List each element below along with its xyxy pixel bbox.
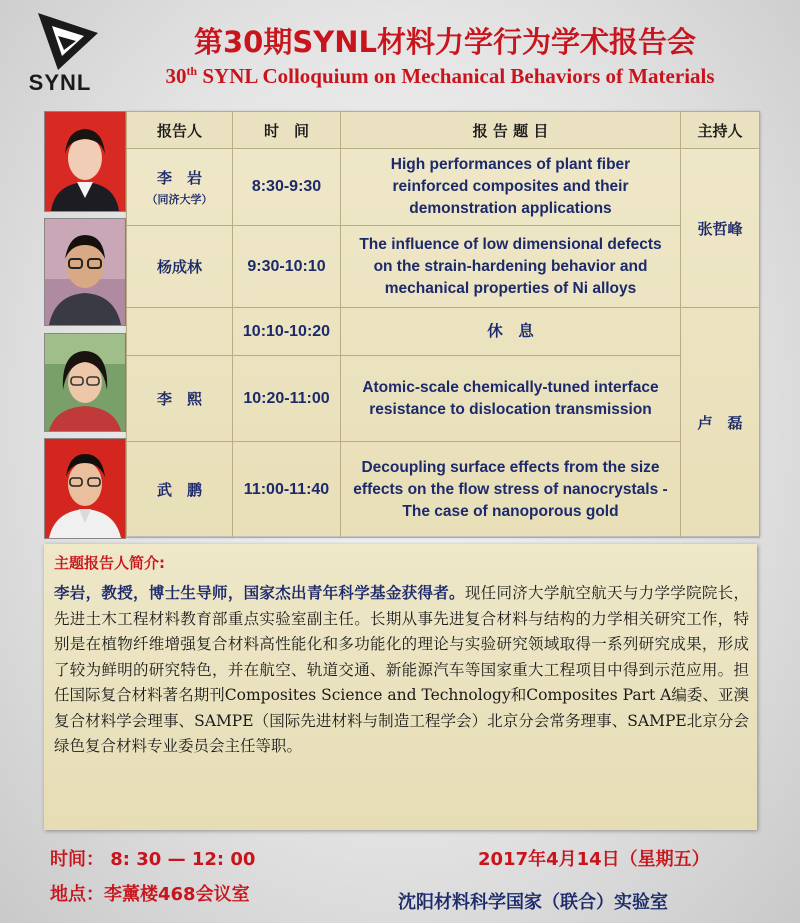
time-cell: 10:20-11:00 — [233, 356, 341, 442]
speaker-photo-yang-chenglin — [44, 218, 126, 326]
bio-body: 现任同济大学航空航天与力学学院院长，先进土木工程材料教育部重点实验室副主任。长期从事先进复合材料与结构的力学相关研究工作，特别是在植物纤维增强复合材料高性能化和多功能化的理论与实验研究领域取得一系列研究成果，形成了较为鲜明的研究特色，并在航空、轨道交通、新能源汽车等国家重大工程项目中得到示范应用。担任国际复合材料著名期刊Composites Science and Technology和Composites Part A编委、亚澳复合材料学会理事、SAMPE（国际先进材料与制造工程学会）北京分会常务理事、SAMPE北京分会绿色复合材料专业委员会主任等职。 — [54, 584, 749, 755]
page-title-cn: 第30期SYNL材料力学行为学术报告会 — [194, 25, 696, 59]
time-cell: 8:30-9:30 — [233, 149, 341, 226]
event-place: 地点：李薰楼468会议室 — [50, 884, 250, 905]
table-row — [127, 356, 760, 442]
table-row — [127, 226, 760, 308]
speaker-cell: 武 鹏 — [127, 442, 233, 538]
topic-cell: Atomic-scale chemically-tuned interface resistance to dislocation transmission — [341, 356, 681, 442]
speaker-photo-li-xi — [44, 333, 126, 432]
speaker-cell: 李 熙 — [127, 356, 233, 442]
speaker-cell — [127, 308, 233, 356]
table-row — [127, 442, 760, 538]
header-time: 时 间 — [233, 112, 341, 149]
speaker-cell: 李 岩 （同济大学） — [127, 149, 233, 226]
topic-cell: High performances of plant fiber reinforced composites and their demonstration applications — [341, 149, 681, 226]
bio-heading: 主题报告人简介: — [54, 554, 165, 572]
header-host: 主持人 — [681, 112, 760, 149]
speaker-photo-wu-peng — [44, 438, 126, 539]
header-topic: 报 告 题 目 — [341, 112, 681, 149]
table-row — [127, 149, 760, 226]
topic-cell: Decoupling surface effects from the size effects on the flow stress of nanocrystals - The case of nanoporous gold — [341, 442, 681, 538]
time-cell: 10:10-10:20 — [233, 308, 341, 356]
time-cell: 11:00-11:40 — [233, 442, 341, 538]
topic-cell: 休 息 — [341, 308, 681, 356]
header-speaker: 报告人 — [127, 112, 233, 149]
table-row — [127, 308, 760, 356]
table-header-row — [127, 112, 760, 149]
speaker-bio-box — [44, 544, 757, 830]
speaker-cell: 杨成林 — [127, 226, 233, 308]
bio-intro: 李岩，教授，博士生导师，国家杰出青年科学基金获得者。 — [54, 583, 465, 602]
schedule-table — [126, 111, 759, 536]
page-title-en: 30th SYNL Colloquium on Mechanical Behaviors of Materials — [165, 64, 715, 88]
host-cell: 卢 磊 — [681, 308, 760, 538]
bio-text — [54, 580, 749, 760]
organizer: 沈阳材料科学国家（联合）实验室 — [398, 892, 668, 913]
host-cell: 张哲峰 — [681, 149, 760, 308]
event-time: 时间： 8: 30 — 12: 00 — [50, 849, 256, 870]
speaker-photo-li-yan — [44, 111, 126, 212]
topic-cell: The influence of low dimensional defects on the strain-hardening behavior and mechanical properties of Ni alloys — [341, 226, 681, 308]
event-date: 2017年4月14日（星期五） — [478, 849, 710, 870]
logo-text: SYNL — [28, 70, 92, 95]
time-cell: 9:30-10:10 — [233, 226, 341, 308]
